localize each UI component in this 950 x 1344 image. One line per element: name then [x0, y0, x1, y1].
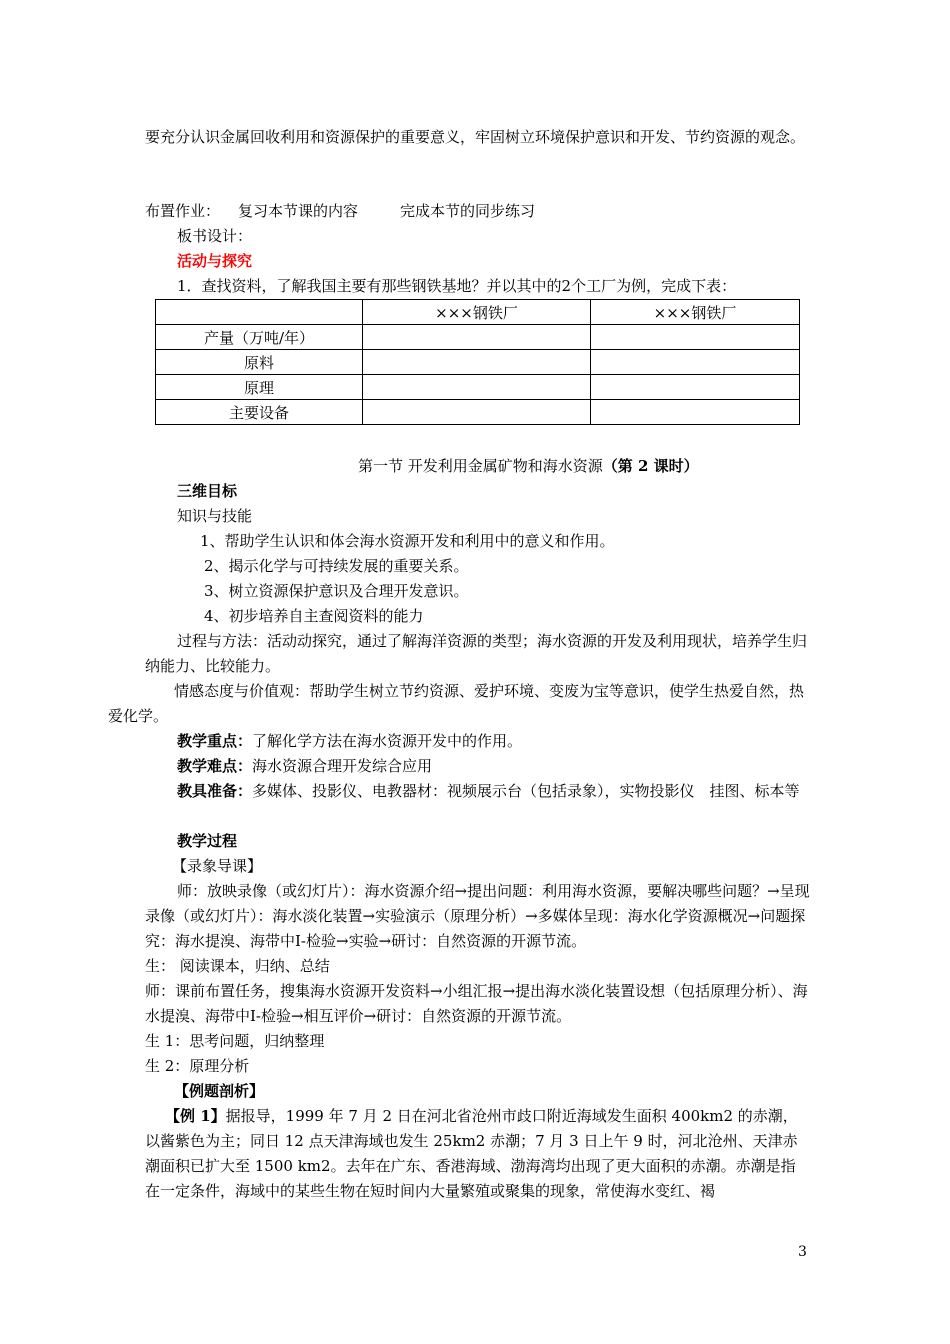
- section-title: [358, 454, 778, 479]
- board-design-label: 板书设计：: [177, 227, 253, 245]
- section-title-text: 第一节 开发利用金属矿物和海水资源: [358, 457, 603, 475]
- tools-paragraph: [145, 779, 810, 804]
- table-row: [156, 325, 800, 350]
- activity-heading: 活动与探究: [177, 252, 253, 270]
- three-dimensional-goals-heading: 三维目标: [177, 482, 238, 500]
- homework-line: [145, 199, 810, 224]
- table-cell: [591, 400, 800, 425]
- knowledge-item-1: 1、帮助学生认识和体会海水资源开发和利用中的意义和作用。: [200, 532, 615, 550]
- table-cell: [363, 350, 591, 375]
- student-1-line: 生 1：思考问题，归纳整理: [145, 1032, 325, 1050]
- example-1-label: 【例 1】: [165, 1107, 226, 1125]
- student-2-line: 生 2：原理分析: [145, 1057, 250, 1075]
- table-row-label: 原料: [156, 350, 363, 375]
- table-cell: [591, 325, 800, 350]
- paragraph-metal-recycling: 要充分认识金属回收利用和资源保护的重要意义，牢固树立环境保护意识和开发、节约资源的观念。: [145, 128, 806, 146]
- table-header-cell: ×××钢铁厂: [591, 300, 800, 325]
- homework-item-1: 复习本节课的内容: [238, 202, 359, 220]
- example-1-paragraph: [145, 1104, 810, 1204]
- page-number: 3: [798, 1244, 807, 1260]
- process-method-paragraph: 过程与方法：活动动探究，通过了解海洋资源的类型；海水资源的开发及利用现状，培养学生归纳能力、比较能力。: [145, 632, 808, 675]
- video-intro-heading: 【录象导课】: [172, 857, 263, 875]
- tools-text: 多媒体、投影仪、电教器材：视频展示台（包括录象），实物投影仪 挂图、标本等: [252, 782, 800, 800]
- homework-label: 布置作业：: [145, 202, 221, 220]
- emotion-paragraph: 情感态度与价值观：帮助学生树立节约资源、爱护环境、变废为宝等意识，使学生热爱自然，热爱化学。: [108, 682, 805, 725]
- table-row-label: 产量（万吨/年）: [156, 325, 363, 350]
- homework-item-2: 完成本节的同步练习: [400, 202, 536, 220]
- difficulty-line: [177, 754, 817, 779]
- knowledge-skills-heading: 知识与技能: [177, 507, 253, 525]
- table-cell: [591, 375, 800, 400]
- table-cell: [363, 400, 591, 425]
- table-row: [156, 400, 800, 425]
- knowledge-item-2: 2、揭示化学与可持续发展的重要关系。: [204, 557, 469, 575]
- key-point-label: 教学重点：: [177, 732, 253, 750]
- task-1: 1．查找资料，了解我国主要有那些钢铁基地？并以其中的2个工厂为例，完成下表：: [177, 277, 737, 295]
- example-1-text: 据报导，1999 年 7 月 2 日在河北省沧州市歧口附近海域发生面积 400km2 的赤潮，以酱紫色为主；同日 12 点天津海域也发生 25km2 赤潮；7 月 3 日上午 9 时，河北沧州、天津赤潮面积已扩大至 1500 km2。去年在广东、香港海域、渤海湾均出现了更大面积的赤潮。赤潮是指在一定条件，海域中的某些生物在短时间内大量繁殖或聚集的现象，常使海水变红、褐: [145, 1107, 798, 1200]
- student-paragraph-1: 生： 阅读课本，归纳、总结: [145, 957, 330, 975]
- teacher-paragraph-1: 师：放映录像（或幻灯片）：海水资源介绍→提出问题：利用海水资源，要解决哪些问题？→呈现录像（或幻灯片）：海水淡化装置→实验演示（原理分析）→多媒体呈现：海水化学资源概况→问题探究：海水提溴、海带中I-检验→实验→研讨：自然资源的开源节流。: [145, 882, 810, 950]
- table-row: [156, 375, 800, 400]
- teaching-process-heading: 教学过程: [177, 832, 238, 850]
- difficulty-label: 教学难点：: [177, 757, 253, 775]
- key-point-text: 了解化学方法在海水资源开发中的作用。: [252, 732, 523, 750]
- section-title-lesson: （第 2 课时）: [602, 457, 699, 475]
- table-cell: [591, 350, 800, 375]
- table-row-label: 主要设备: [156, 400, 363, 425]
- table-cell: [363, 375, 591, 400]
- knowledge-item-3: 3、树立资源保护意识及合理开发意识。: [204, 582, 469, 600]
- table-row: [156, 350, 800, 375]
- tools-label: 教具准备：: [177, 782, 253, 800]
- steel-plant-table: [155, 299, 800, 425]
- table-header-row: [156, 300, 800, 325]
- table-header-cell: ×××钢铁厂: [363, 300, 591, 325]
- example-analysis-heading: 【例题剖析】: [174, 1082, 265, 1100]
- key-point-line: [177, 729, 817, 754]
- table-row-label: 原理: [156, 375, 363, 400]
- knowledge-item-4: 4、初步培养自主查阅资料的能力: [204, 607, 424, 625]
- difficulty-text: 海水资源合理开发综合应用: [252, 757, 433, 775]
- table-header-cell: [156, 300, 363, 325]
- table-cell: [363, 325, 591, 350]
- teacher-paragraph-2: 师：课前布置任务，搜集海水资源开发资料→小组汇报→提出海水淡化装置设想（包括原理分析）、海水提溴、海带中I-检验→相互评价→研讨：自然资源的开源节流。: [145, 982, 808, 1025]
